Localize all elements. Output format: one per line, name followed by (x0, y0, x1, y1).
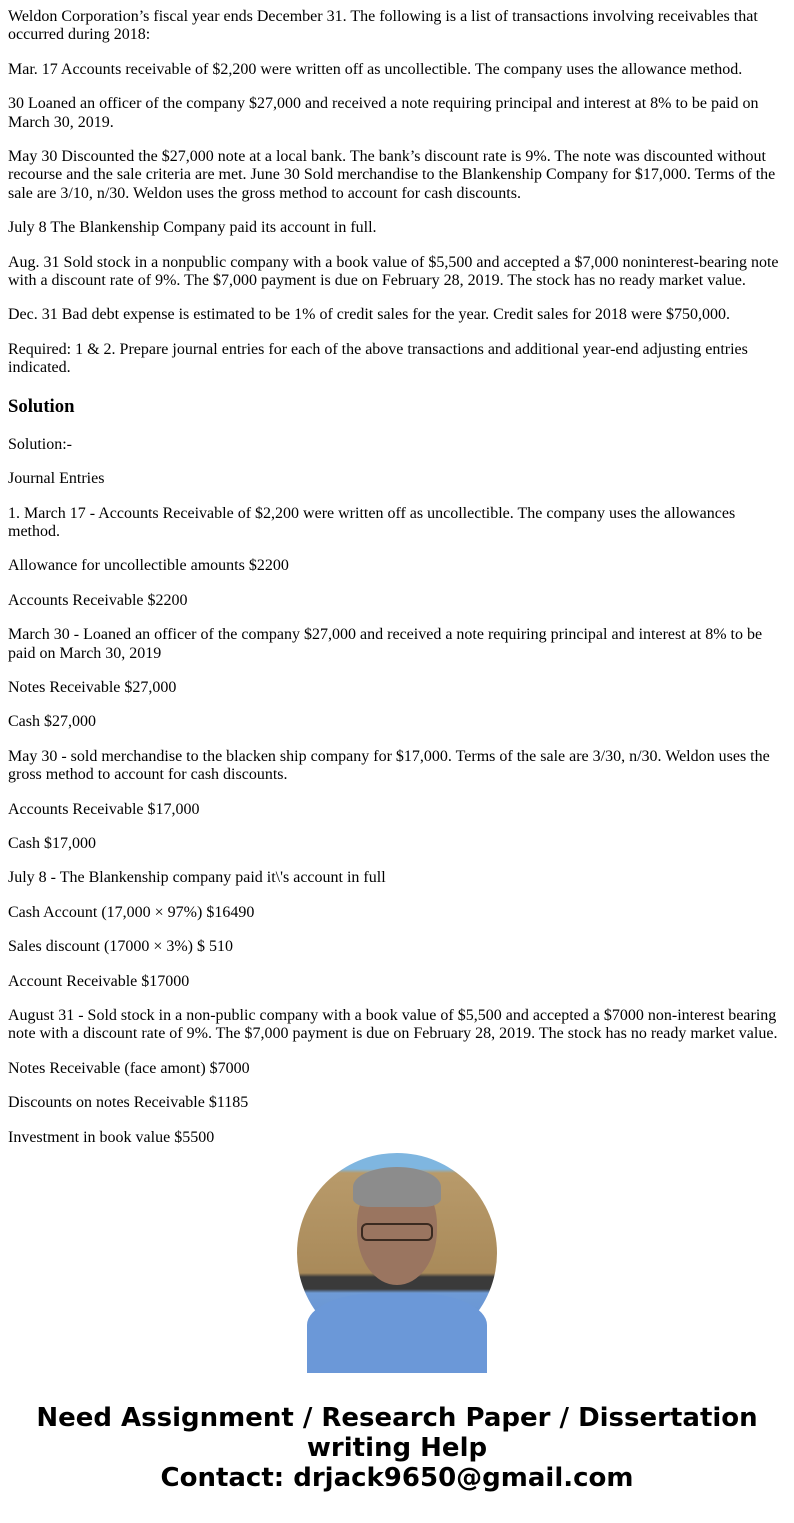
solution-paragraph: Discounts on notes Receivable $1185 (8, 1094, 249, 1112)
solution-paragraph: May 30 - sold merchandise to the blacken ship company for $17,000. Terms of the sale are 3/30, n/30. Weldon uses the gross method to account for cash discounts. (8, 747, 770, 784)
question-paragraph: July 8 The Blankenship Company paid its account in full. (8, 219, 377, 237)
solution-paragraph: Journal Entries (8, 470, 105, 488)
question-paragraph: Weldon Corporation’s fiscal year ends December 31. The following is a list of transactions involving receivables that occurred during 2018: (8, 8, 758, 44)
contact-email: Contact: drjack9650@gmail.com (160, 1463, 634, 1493)
question-paragraph: Mar. 17 Accounts receivable of $2,200 were written off as uncollectible. The company uses the allowance method. (8, 60, 743, 78)
question-section (8, 8, 786, 378)
question-paragraph: 30 Loaned an officer of the company $27,000 and received a note requiring principal and interest at 8% to be paid on March 30, 2019. (8, 95, 759, 131)
solution-paragraph: Cash Account (17,000 × 97%) $16490 (8, 903, 255, 921)
solution-paragraph: July 8 - The Blankenship company paid it\'s account in full (8, 869, 386, 887)
question-paragraph: Aug. 31 Sold stock in a nonpublic company with a book value of $5,500 and accepted a $7,000 noninterest-bearing note with a discount rate of 9%. The $7,000 payment is due on February 28, 2019. The stock has no ready market value. (8, 253, 779, 290)
solution-heading: Solution (8, 395, 75, 417)
solution-paragraph: Notes Receivable (face amont) $7000 (8, 1059, 250, 1077)
solution-paragraph: Allowance for uncollectible amounts $2200 (8, 557, 289, 575)
solution-paragraph: Account Receivable $17000 (8, 972, 190, 990)
help-text: Need Assignment / Research Paper / Dissertation writing Help (36, 1403, 758, 1463)
question-paragraph: Dec. 31 Bad debt expense is estimated to be 1% of credit sales for the year. Credit sales for 2018 were $750,000. (8, 306, 731, 324)
solution-paragraph: Solution:- (8, 435, 73, 453)
solution-paragraph: Cash $17,000 (8, 834, 96, 852)
solution-paragraph: Sales discount (17000 × 3%) $ 510 (8, 938, 233, 956)
question-paragraph: Required: 1 & 2. Prepare journal entries for each of the above transactions and additional year-end adjusting entries indicated. (8, 340, 748, 377)
contact-banner (0, 1403, 794, 1493)
solution-paragraph: March 30 - Loaned an officer of the company $27,000 and received a note requiring principal and interest at 8% to be paid on March 30, 2019 (8, 626, 763, 662)
document-content (8, 0, 786, 1146)
question-paragraph: May 30 Discounted the $27,000 note at a local bank. The bank’s discount rate is 9%. The note was discounted without recourse and the sale criteria are met. June 30 Sold merchandise to the Blankenship Company for $17,000. Terms of the sale are 3/10, n/30. Weldon uses the gross method to account for cash discounts. (8, 148, 776, 202)
solution-paragraph: Cash $27,000 (8, 713, 96, 731)
author-avatar (297, 1153, 497, 1353)
solution-paragraph: Accounts Receivable $17,000 (8, 800, 200, 818)
solution-section (8, 436, 786, 1147)
solution-paragraph: Investment in book value $5500 (8, 1128, 215, 1146)
solution-paragraph: August 31 - Sold stock in a non-public company with a book value of $5,500 and accepted a $7000 non-interest bearing note with a discount rate of 9%. The $7,000 payment is due on February 28, 2019. The stock has no ready market value. (8, 1007, 778, 1043)
solution-paragraph: Notes Receivable $27,000 (8, 678, 177, 696)
solution-paragraph: Accounts Receivable $2200 (8, 591, 188, 609)
solution-paragraph: 1. March 17 - Accounts Receivable of $2,200 were written off as uncollectible. The company uses the allowances method. (8, 504, 736, 540)
